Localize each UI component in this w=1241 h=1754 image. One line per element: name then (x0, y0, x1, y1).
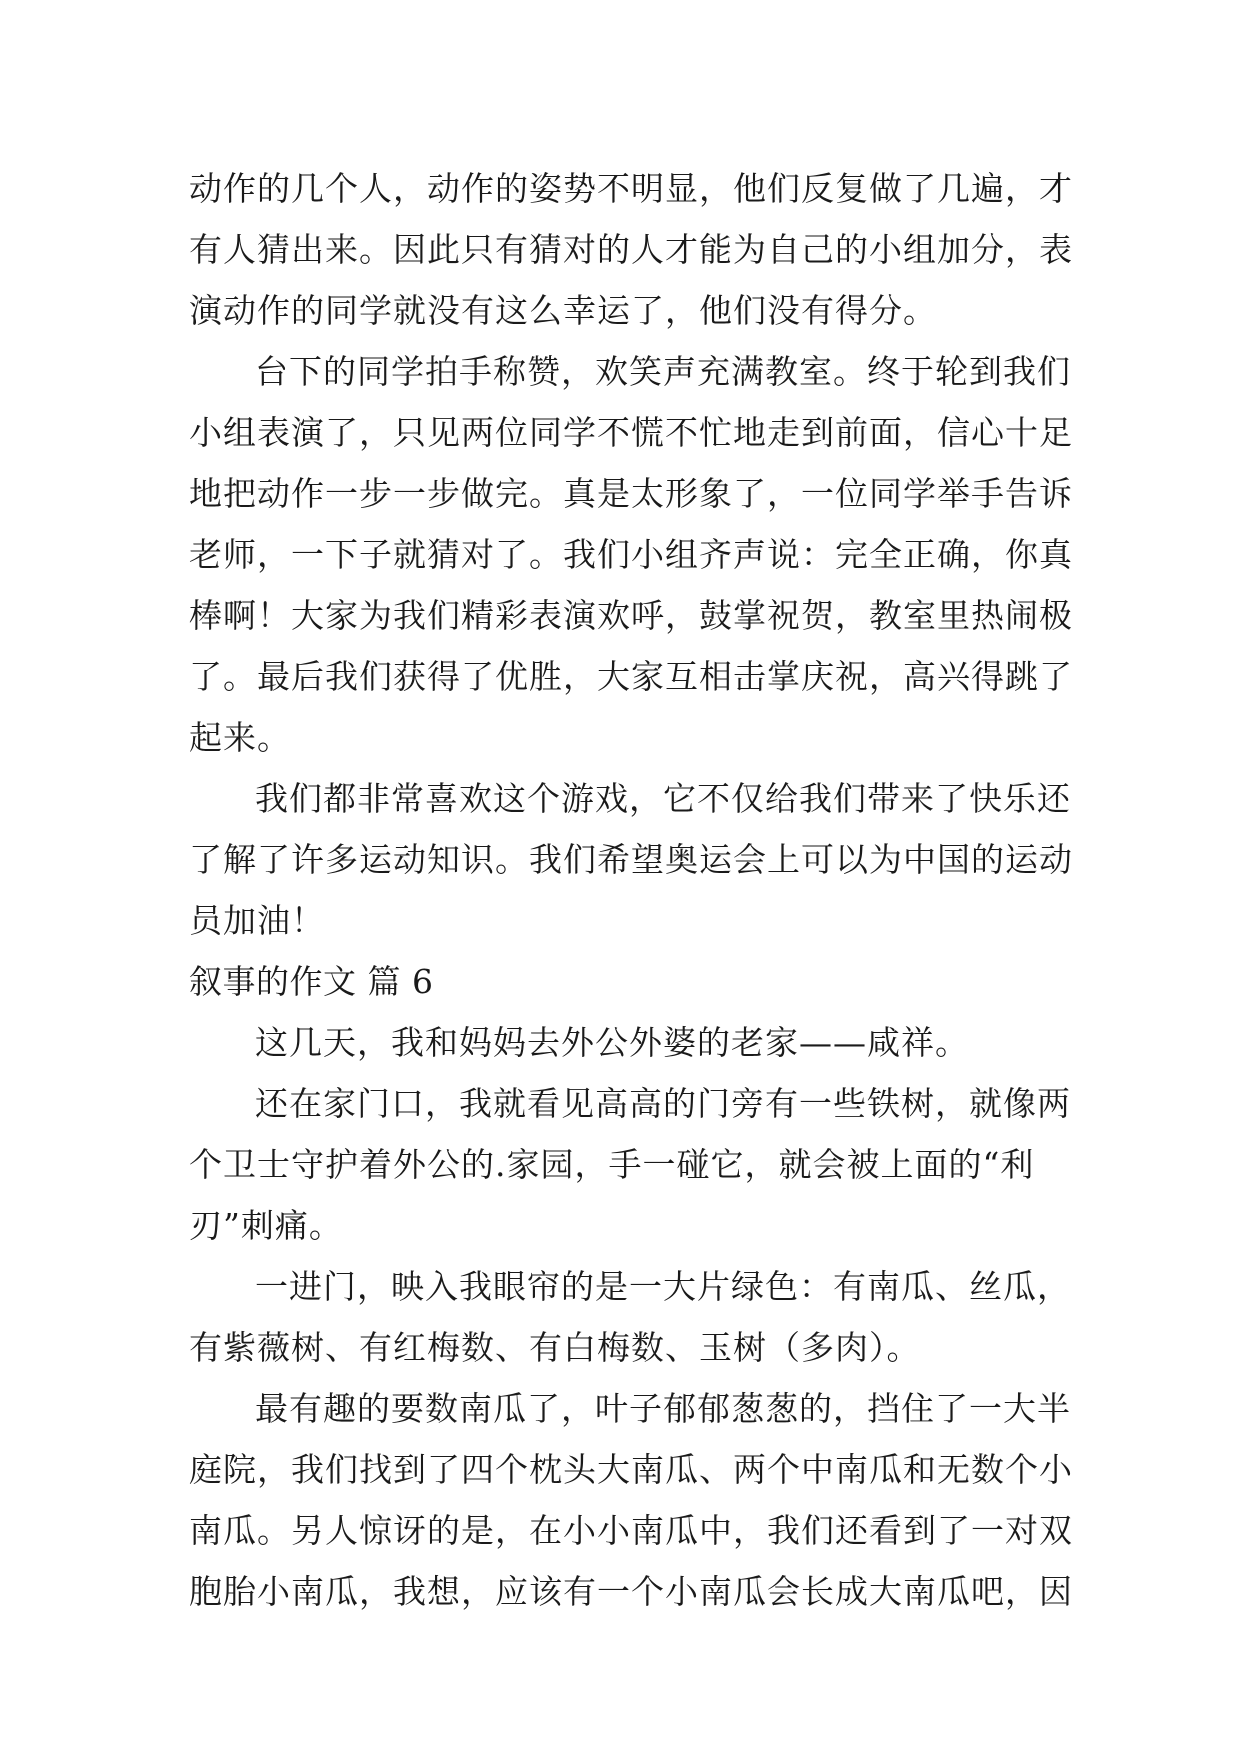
section-heading: 叙事的作文 篇 6 (189, 962, 434, 1001)
text-line: 有紫薇树、有红梅数、有白梅数、玉树（多肉）。 (189, 1328, 921, 1367)
text-line: 棒啊！大家为我们精彩表演欢呼，鼓掌祝贺，教室里热闹极 (189, 596, 1073, 635)
text-line: 个卫士守护着外公的.家园，手一碰它，就会被上面的“利 (189, 1145, 1035, 1184)
text-line: 老师，一下子就猜对了。我们小组齐声说：完全正确，你真 (189, 535, 1073, 574)
paragraph-start-line: 我们都非常喜欢这个游戏，它不仅给我们带来了快乐还 (255, 779, 1071, 818)
document-body (189, 158, 1073, 1622)
paragraph-start-line: 还在家门口，我就看见高高的门旁有一些铁树，就像两 (255, 1084, 1071, 1123)
paragraph-start-line: 这几天，我和妈妈去外公外婆的老家——咸祥。 (255, 1023, 969, 1062)
text-line: 起来。 (189, 718, 291, 757)
text-line: 庭院，我们找到了四个枕头大南瓜、两个中南瓜和无数个小 (189, 1450, 1073, 1489)
text-line: 了解了许多运动知识。我们希望奥运会上可以为中国的运动 (189, 840, 1073, 879)
text-line: 动作的几个人，动作的姿势不明显，他们反复做了几遍，才 (189, 169, 1073, 208)
text-line: 刃”刺痛。 (189, 1206, 343, 1245)
text-line: 有人猜出来。因此只有猜对的人才能为自己的小组加分，表 (189, 230, 1073, 269)
paragraph-start-line: 最有趣的要数南瓜了，叶子郁郁葱葱的，挡住了一大半 (255, 1389, 1071, 1428)
paragraph-start-line: 一进门，映入我眼帘的是一大片绿色：有南瓜、丝瓜， (255, 1267, 1071, 1306)
text-line: 胞胎小南瓜，我想，应该有一个小南瓜会长成大南瓜吧，因 (189, 1572, 1073, 1611)
text-line: 地把动作一步一步做完。真是太形象了，一位同学举手告诉 (189, 474, 1073, 513)
text-line: 员加油！ (189, 901, 325, 940)
text-line: 了。最后我们获得了优胜，大家互相击掌庆祝，高兴得跳了 (189, 657, 1073, 696)
paragraph-start-line: 台下的同学拍手称赞，欢笑声充满教室。终于轮到我们 (255, 352, 1071, 391)
text-line: 小组表演了，只见两位同学不慌不忙地走到前面，信心十足 (189, 413, 1073, 452)
text-line: 演动作的同学就没有这么幸运了，他们没有得分。 (189, 291, 937, 330)
text-line: 南瓜。另人惊讶的是，在小小南瓜中，我们还看到了一对双 (189, 1511, 1073, 1550)
